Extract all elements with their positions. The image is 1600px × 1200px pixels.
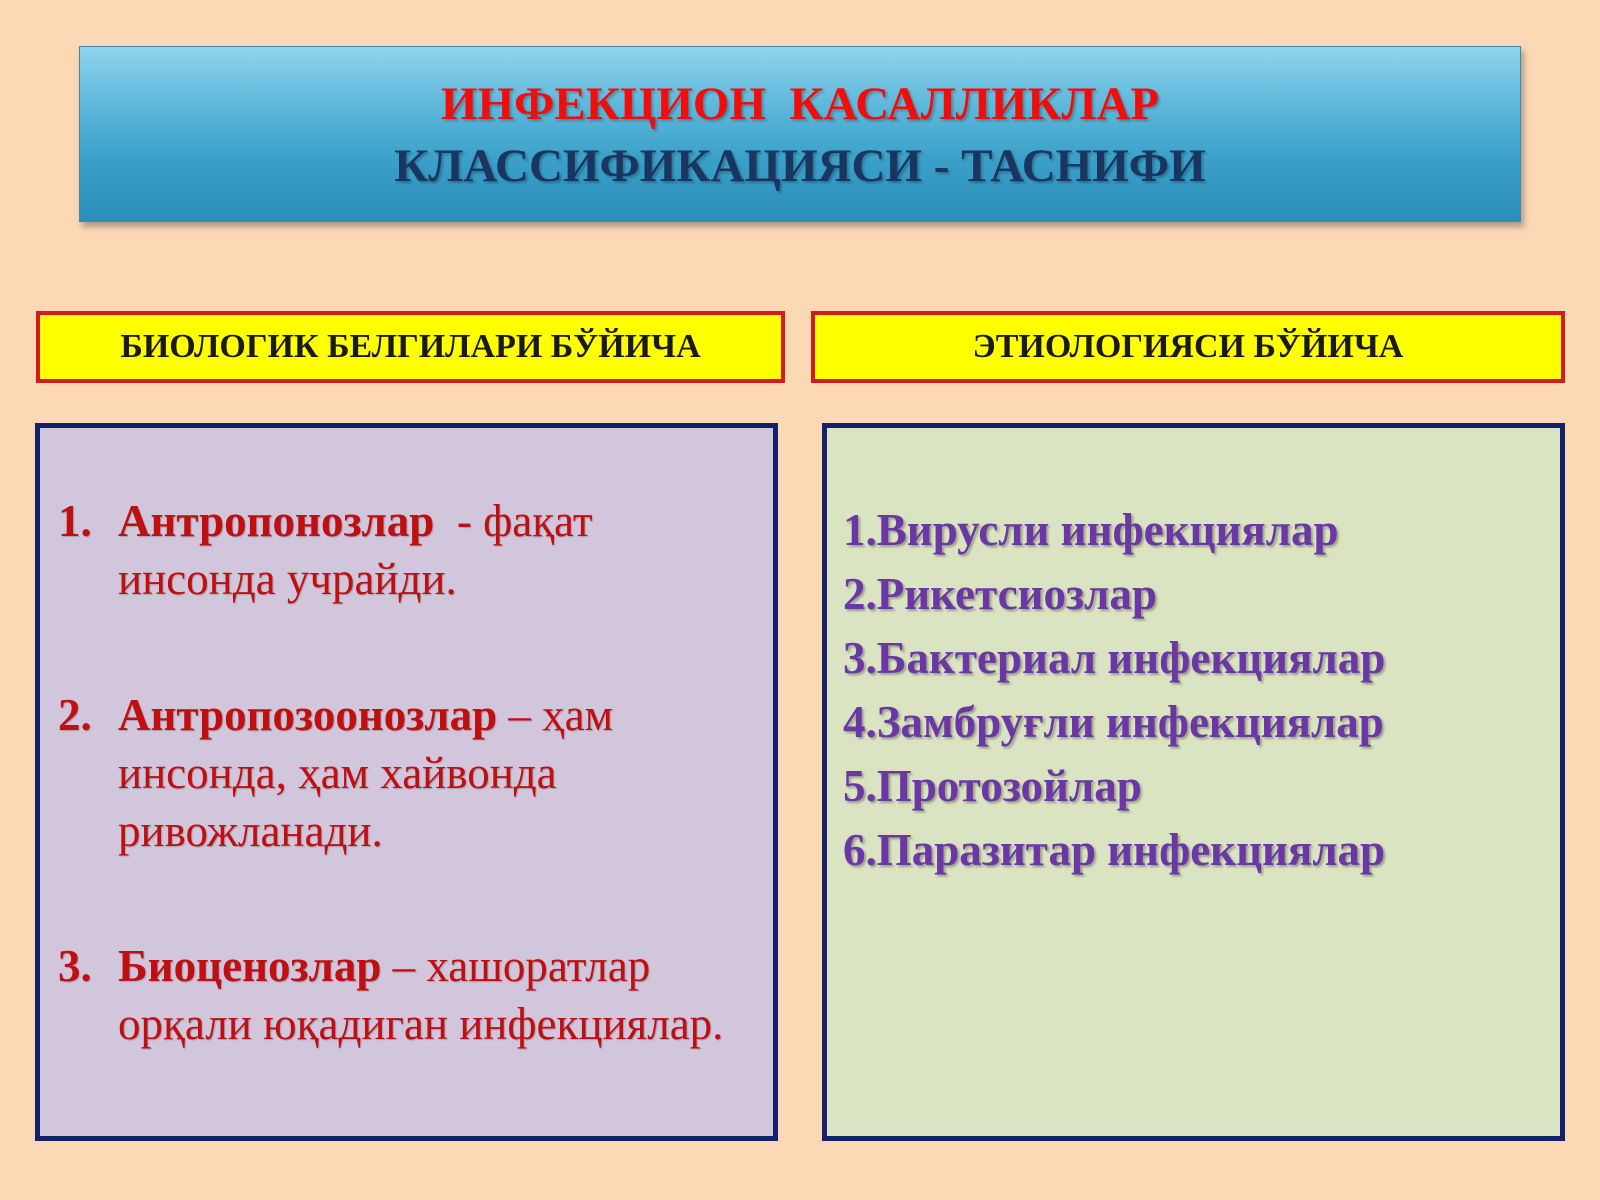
title-line-2: КЛАССИФИКАЦИЯСИ - ТАСНИФИ: [394, 140, 1206, 192]
biological-item: [58, 686, 758, 860]
biological-item: [58, 492, 758, 608]
item-term: Антропонозлар: [118, 496, 435, 546]
etiology-item: 1.Вирусли инфекциялар: [843, 505, 1339, 555]
biological-header: БИОЛОГИК БЕЛГИЛАРИ БЎЙИЧА: [36, 311, 785, 383]
item-description: - фақат инсонда учрайди.: [118, 496, 604, 604]
item-number: 3.: [58, 941, 92, 991]
etiology-header: ЭТИОЛОГИЯСИ БЎЙИЧА: [811, 311, 1565, 383]
etiology-item: 3.Бактериал инфекциялар: [843, 633, 1386, 683]
title-banner: [79, 46, 1521, 222]
biological-item: [58, 937, 758, 1053]
etiology-item: 6.Паразитар инфекциялар: [843, 825, 1386, 875]
etiology-panel: [822, 423, 1565, 1141]
etiology-item: 5.Протозойлар: [843, 761, 1142, 811]
item-term: Биоценозлар: [118, 941, 382, 991]
item-number: 2.: [58, 690, 92, 740]
item-number: 1.: [58, 496, 92, 546]
item-term: Антропозоонозлар: [118, 690, 498, 740]
item-description: – ҳам инсонда, ҳам хайвонда ривожланади.: [118, 690, 614, 856]
etiology-item: 2.Рикетсиозлар: [843, 569, 1157, 619]
biological-panel: [35, 423, 778, 1141]
item-description: – хашоратлар орқали юқадиган инфекциялар.: [118, 941, 724, 1049]
etiology-item: 4.Замбруғли инфекциялар: [843, 697, 1384, 747]
etiology-list: [843, 498, 1385, 882]
title-line-1: ИНФЕКЦИОН КАСАЛЛИКЛАР: [440, 78, 1160, 130]
